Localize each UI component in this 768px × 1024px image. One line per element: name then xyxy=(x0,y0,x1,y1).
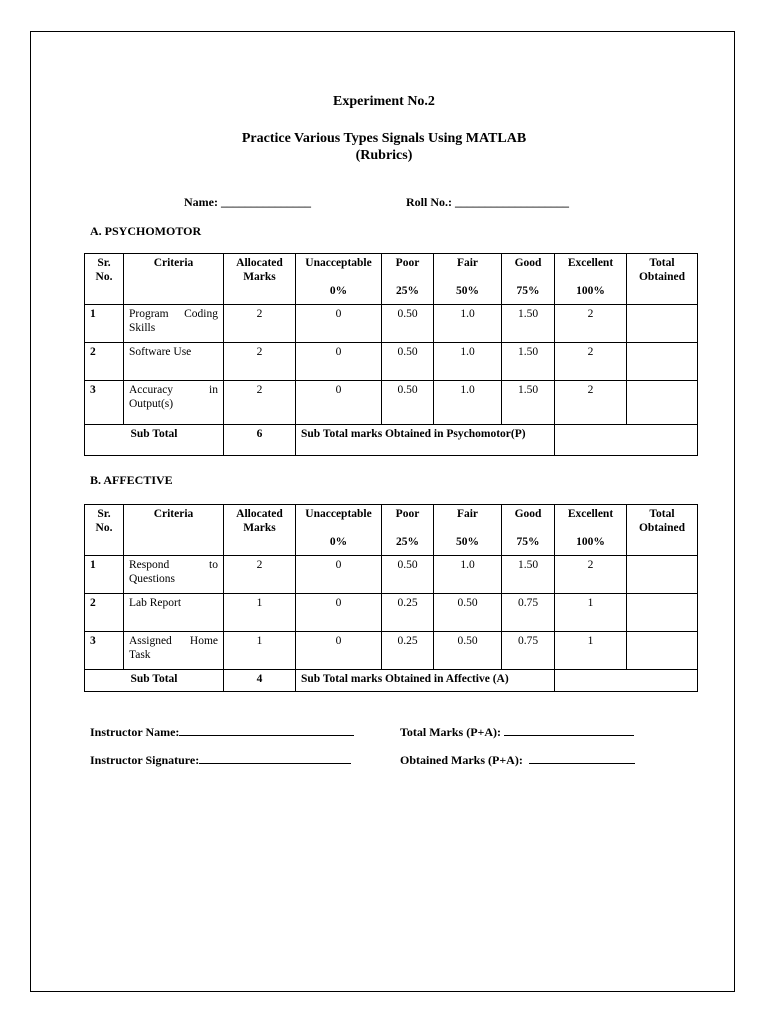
cell-criteria: Software Use xyxy=(124,343,224,381)
col-poor xyxy=(382,254,434,305)
cell-unacceptable: 0 xyxy=(296,556,382,594)
section-heading-psychomotor: A. PSYCHOMOTOR xyxy=(90,224,202,238)
cell-sr: 1 xyxy=(85,305,124,343)
subtotal-description: Sub Total marks Obtained in Psychomotor(P) xyxy=(296,425,555,456)
cell-excellent: 2 xyxy=(555,381,627,425)
col-fair xyxy=(434,505,502,556)
col-sr: Sr. No. xyxy=(85,505,124,556)
instructor-name-label: Instructor Name: xyxy=(90,725,180,739)
instructor-signature-line xyxy=(199,763,351,764)
subtitle-line: (Rubrics) xyxy=(355,148,413,163)
subtotal-label: Sub Total xyxy=(85,425,224,456)
subtotal-obtained[interactable] xyxy=(555,670,698,692)
cell-unacceptable: 0 xyxy=(296,381,382,425)
subtotal-obtained[interactable] xyxy=(555,425,698,456)
col-fair xyxy=(434,254,502,305)
cell-criteria: Accuracy in Output(s) xyxy=(124,381,224,425)
cell-allocated: 2 xyxy=(224,381,296,425)
col-good xyxy=(502,505,555,556)
col-criteria: Criteria xyxy=(124,254,224,305)
total-marks-line xyxy=(504,735,634,736)
cell-fair: 1.0 xyxy=(434,556,502,594)
col-label: Good xyxy=(514,257,542,269)
cell-allocated: 1 xyxy=(224,594,296,632)
table-row xyxy=(85,632,698,670)
psychomotor-table xyxy=(84,253,698,456)
table-row xyxy=(85,305,698,343)
col-label: Unacceptable xyxy=(305,508,372,520)
instructor-name-field[interactable] xyxy=(90,725,354,740)
col-pct: 25% xyxy=(396,285,419,297)
cell-total[interactable] xyxy=(627,305,698,343)
col-sr: Sr. No. xyxy=(85,254,124,305)
cell-fair: 1.0 xyxy=(434,343,502,381)
col-pct: 50% xyxy=(456,536,479,548)
cell-excellent: 1 xyxy=(555,594,627,632)
cell-fair: 1.0 xyxy=(434,381,502,425)
col-label: Excellent xyxy=(567,508,614,520)
cell-excellent: 2 xyxy=(555,343,627,381)
cell-total[interactable] xyxy=(627,556,698,594)
cell-poor: 0.50 xyxy=(382,381,434,425)
cell-allocated: 2 xyxy=(224,343,296,381)
cell-good: 0.75 xyxy=(502,594,555,632)
title-line: Practice Various Types Signals Using MATLAB xyxy=(241,131,527,146)
cell-criteria: Lab Report xyxy=(124,594,224,632)
subtotal-row xyxy=(85,425,698,456)
col-poor xyxy=(382,505,434,556)
cell-good: 1.50 xyxy=(502,305,555,343)
cell-sr: 1 xyxy=(85,556,124,594)
subtotal-value: 4 xyxy=(224,670,296,692)
document-title xyxy=(0,130,768,164)
table-row xyxy=(85,594,698,632)
cell-unacceptable: 0 xyxy=(296,632,382,670)
obtained-marks-field[interactable] xyxy=(400,753,635,768)
affective-table xyxy=(84,504,698,692)
total-marks-label: Total Marks (P+A): xyxy=(400,725,502,739)
cell-allocated: 2 xyxy=(224,556,296,594)
col-label: Fair xyxy=(456,257,479,269)
col-allocated: Allocated Marks xyxy=(224,505,296,556)
col-pct: 50% xyxy=(456,285,479,297)
cell-criteria: Respond to Questions xyxy=(124,556,224,594)
table-row xyxy=(85,343,698,381)
experiment-number: Experiment No.2 xyxy=(333,94,435,109)
cell-total[interactable] xyxy=(627,594,698,632)
cell-sr: 3 xyxy=(85,632,124,670)
col-excellent xyxy=(555,505,627,556)
col-pct: 0% xyxy=(329,536,348,548)
subtotal-label: Sub Total xyxy=(85,670,224,692)
cell-criteria: Assigned Home Task xyxy=(124,632,224,670)
col-pct: 100% xyxy=(576,285,605,297)
obtained-marks-label: Obtained Marks (P+A): xyxy=(400,753,523,767)
col-total: Total Obtained xyxy=(627,505,698,556)
cell-excellent: 1 xyxy=(555,632,627,670)
col-good xyxy=(502,254,555,305)
col-label: Unacceptable xyxy=(305,257,372,269)
subtotal-value: 6 xyxy=(224,425,296,456)
cell-poor: 0.50 xyxy=(382,343,434,381)
cell-unacceptable: 0 xyxy=(296,343,382,381)
subtotal-description: Sub Total marks Obtained in Affective (A) xyxy=(296,670,555,692)
table-row xyxy=(85,556,698,594)
cell-sr: 2 xyxy=(85,594,124,632)
col-label: Good xyxy=(514,508,542,520)
cell-good: 1.50 xyxy=(502,556,555,594)
instructor-signature-label: Instructor Signature: xyxy=(90,753,200,767)
section-heading-affective: B. AFFECTIVE xyxy=(90,473,173,487)
cell-excellent: 2 xyxy=(555,305,627,343)
col-pct: 100% xyxy=(576,536,605,548)
cell-good: 1.50 xyxy=(502,381,555,425)
col-label: Fair xyxy=(456,508,479,520)
cell-total[interactable] xyxy=(627,632,698,670)
col-pct: 25% xyxy=(396,536,419,548)
table-header-row xyxy=(85,505,698,556)
cell-poor: 0.25 xyxy=(382,632,434,670)
cell-poor: 0.25 xyxy=(382,594,434,632)
col-label: Poor xyxy=(395,508,420,520)
cell-total[interactable] xyxy=(627,343,698,381)
col-allocated: Allocated Marks xyxy=(224,254,296,305)
subtotal-row xyxy=(85,670,698,692)
table-header-row xyxy=(85,254,698,305)
cell-fair: 0.50 xyxy=(434,594,502,632)
cell-poor: 0.50 xyxy=(382,305,434,343)
cell-total[interactable] xyxy=(627,381,698,425)
cell-good: 0.75 xyxy=(502,632,555,670)
cell-unacceptable: 0 xyxy=(296,305,382,343)
instructor-signature-field[interactable] xyxy=(90,753,351,768)
col-unacceptable xyxy=(296,505,382,556)
cell-allocated: 1 xyxy=(224,632,296,670)
col-total: Total Obtained xyxy=(627,254,698,305)
col-pct: 75% xyxy=(516,536,540,548)
col-pct: 75% xyxy=(516,285,540,297)
col-label: Poor xyxy=(395,257,420,269)
cell-unacceptable: 0 xyxy=(296,594,382,632)
col-unacceptable xyxy=(296,254,382,305)
cell-good: 1.50 xyxy=(502,343,555,381)
col-excellent xyxy=(555,254,627,305)
cell-excellent: 2 xyxy=(555,556,627,594)
cell-criteria: Program Coding Skills xyxy=(124,305,224,343)
table-row xyxy=(85,381,698,425)
total-marks-field[interactable] xyxy=(400,725,634,740)
col-pct: 0% xyxy=(329,285,348,297)
roll-number-field[interactable]: Roll No.: ___________________ xyxy=(406,195,569,209)
name-field[interactable]: Name: _______________ xyxy=(184,195,311,209)
cell-poor: 0.50 xyxy=(382,556,434,594)
col-criteria: Criteria xyxy=(124,505,224,556)
cell-fair: 0.50 xyxy=(434,632,502,670)
cell-sr: 2 xyxy=(85,343,124,381)
col-label: Excellent xyxy=(567,257,614,269)
cell-sr: 3 xyxy=(85,381,124,425)
instructor-name-line xyxy=(179,735,354,736)
cell-fair: 1.0 xyxy=(434,305,502,343)
cell-allocated: 2 xyxy=(224,305,296,343)
obtained-marks-line xyxy=(529,763,635,764)
